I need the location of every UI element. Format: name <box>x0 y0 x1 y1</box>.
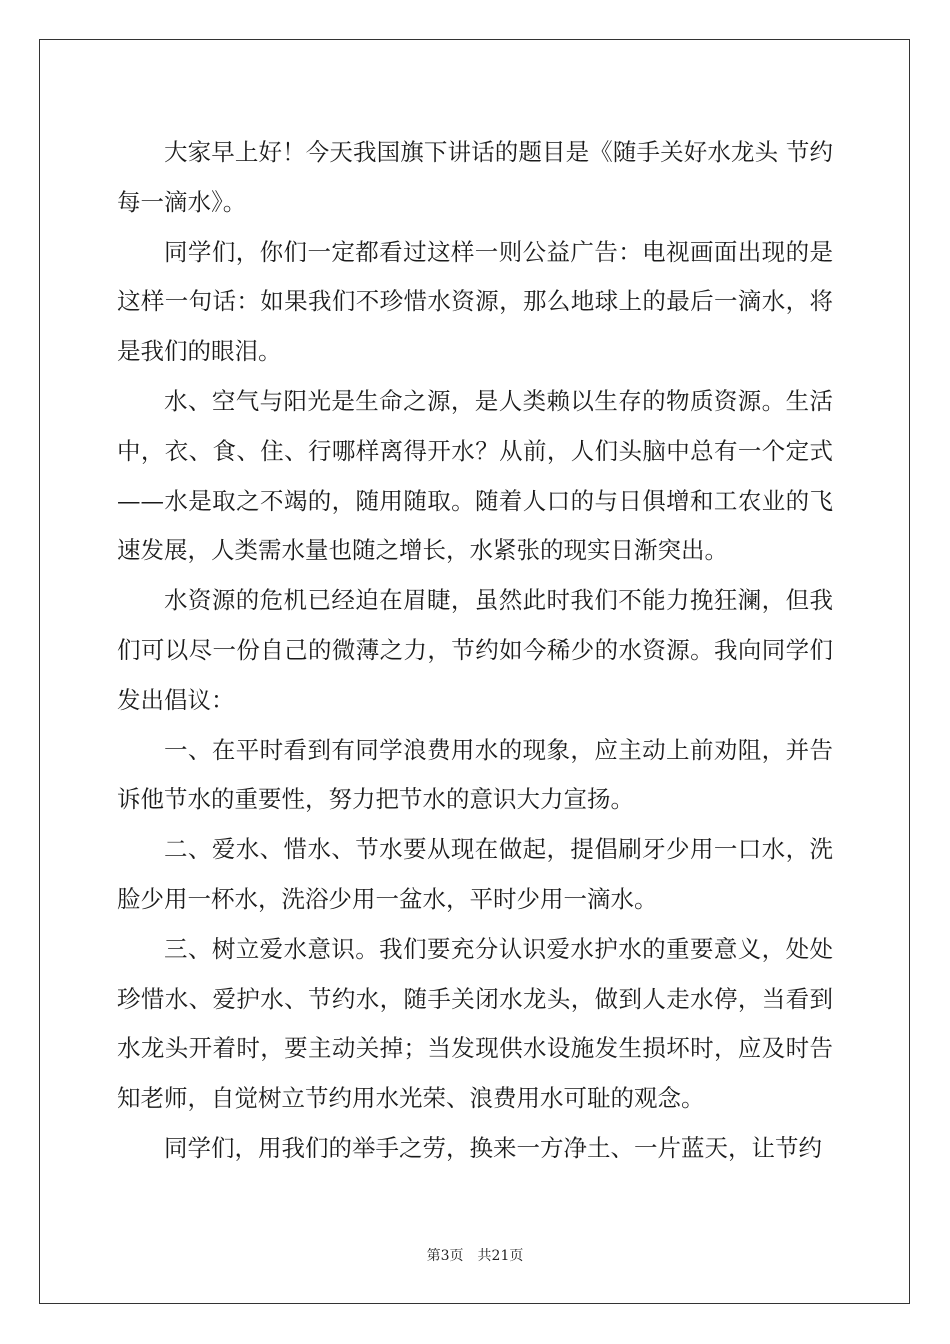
paragraph-7: 三、树立爱水意识。我们要充分认识爱水护水的重要意义，处处珍惜水、爱护水、节约水，随手关闭水龙头，做到人走水停，当看到水龙头开着时，要主动关掉；当发现供水设施发生损坏时，应及时告知老师，自觉树立节约用水光荣、浪费用水可耻的观念。 <box>117 934 833 1113</box>
paragraph-6: 二、爱水、惜水、节水要从现在做起，提倡刷牙少用一口水，洗脸少用一杯水，洗浴少用一盆水，平时少用一滴水。 <box>117 835 833 913</box>
paragraph-3: 水、空气与阳光是生命之源，是人类赖以生存的物质资源。生活中，衣、食、住、行哪样离得开水？从前，人们头脑中总有一个定式——水是取之不竭的，随用随取。随着人口的与日俱增和工农业的飞速发展，人类需水量也随之增长，水紧张的现实日渐突出。 <box>117 386 833 565</box>
paragraph-2: 同学们，你们一定都看过这样一则公益广告：电视画面出现的是这样一句话：如果我们不珍惜水资源，那么地球上的最后一滴水，将是我们的眼泪。 <box>117 237 833 366</box>
paragraph-8: 同学们，用我们的举手之劳，换来一方净土、一片蓝天，让节约 <box>164 1133 822 1162</box>
page-number-total: 共21页 <box>477 1248 524 1264</box>
paragraph-5: 一、在平时看到有同学浪费用水的现象，应主动上前劝阻，并告诉他节水的重要性，努力把节水的意识大力宣扬。 <box>117 735 833 814</box>
paragraph-1: 大家早上好！今天我国旗下讲话的题目是《随手关好水龙头 节约每一滴水》。 <box>117 138 833 216</box>
page-footer <box>0 1245 950 1265</box>
page-number-current: 第3页 <box>426 1248 464 1264</box>
document-body <box>117 128 833 1174</box>
paragraph-4: 水资源的危机已经迫在眉睫，虽然此时我们不能力挽狂澜，但我们可以尽一份自己的微薄之力，节约如今稀少的水资源。我向同学们发出倡议： <box>117 586 833 714</box>
